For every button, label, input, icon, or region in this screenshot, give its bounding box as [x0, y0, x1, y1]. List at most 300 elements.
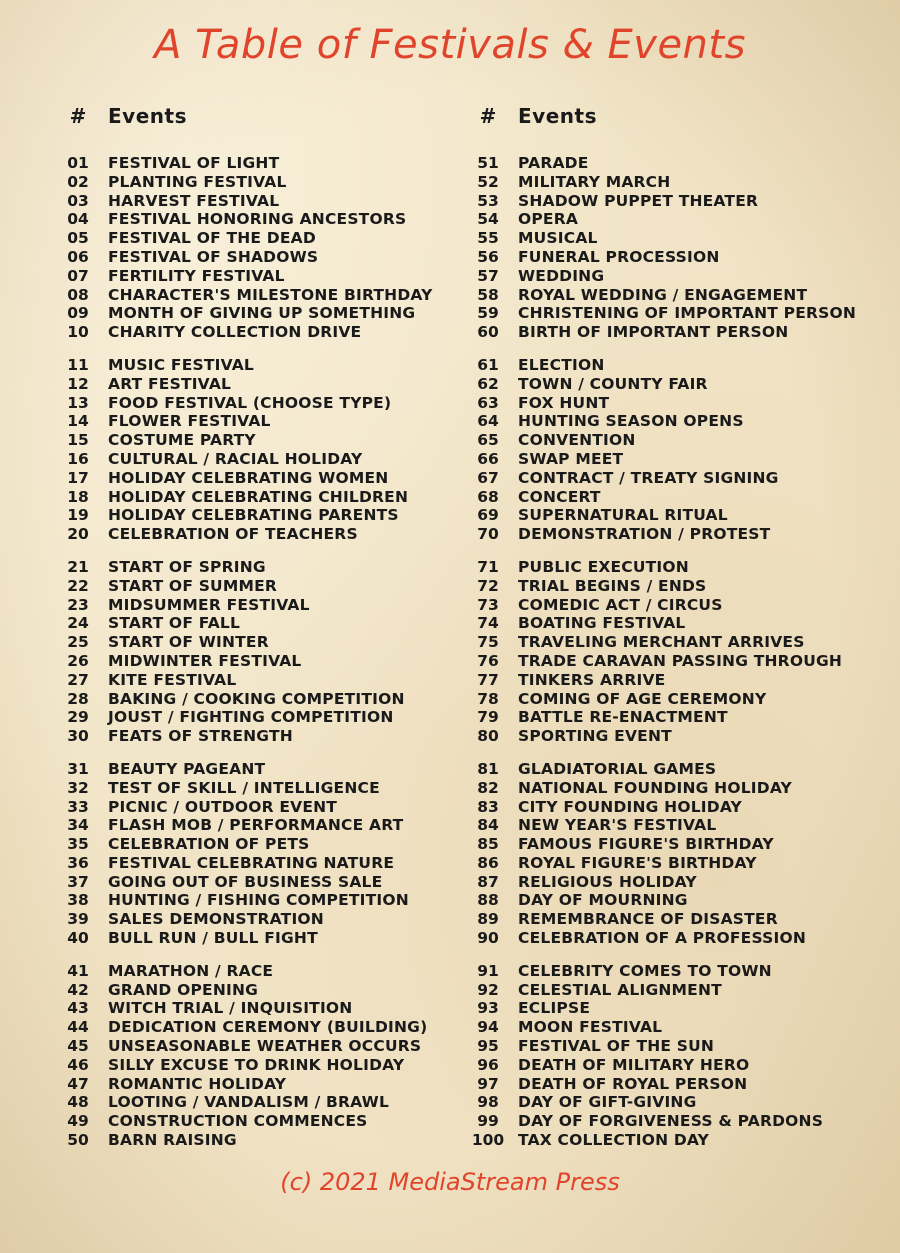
table-row	[48, 690, 448, 709]
table-row	[48, 192, 448, 211]
event-number: 57	[477, 266, 499, 285]
table-row	[458, 798, 898, 817]
event-name: UNSEASONABLE WEATHER OCCURS	[108, 1037, 422, 1056]
event-name: CELESTIAL ALIGNMENT	[518, 980, 722, 999]
event-number: 83	[477, 797, 499, 816]
table-row	[48, 929, 448, 948]
event-name: MOON FESTIVAL	[518, 1018, 663, 1037]
event-name: START OF FALL	[108, 614, 241, 633]
event-name: ART FESTIVAL	[108, 374, 232, 393]
event-number: 73	[477, 595, 499, 614]
event-number: 31	[67, 759, 89, 778]
event-group	[458, 558, 898, 746]
table-row	[458, 267, 898, 286]
event-name: COSTUME PARTY	[108, 431, 256, 450]
event-name: OPERA	[518, 210, 579, 229]
event-name: ROYAL FIGURE'S BIRTHDAY	[518, 853, 757, 872]
event-number: 53	[477, 191, 499, 210]
table-row	[48, 910, 448, 929]
table-row	[458, 394, 898, 413]
event-name: TEST OF SKILL / INTELLIGENCE	[108, 778, 380, 797]
table-row	[48, 873, 448, 892]
table-row	[48, 356, 448, 375]
table-row	[48, 854, 448, 873]
event-name: SHADOW PUPPET THEATER	[518, 191, 759, 210]
table-row	[48, 652, 448, 671]
event-name: MUSIC FESTIVAL	[108, 355, 255, 374]
event-name: CONVENTION	[518, 431, 636, 450]
event-group	[48, 760, 448, 948]
event-number: 11	[67, 355, 89, 374]
event-name: FAMOUS FIGURE'S BIRTHDAY	[518, 835, 774, 854]
event-name: RELIGIOUS HOLIDAY	[518, 872, 697, 891]
column-header	[458, 104, 898, 136]
event-name: FLOWER FESTIVAL	[108, 412, 271, 431]
event-number: 55	[477, 229, 499, 248]
table-row	[458, 192, 898, 211]
copyright-footer: (c) 2021 MediaStream Press	[280, 1168, 620, 1196]
table-row	[48, 816, 448, 835]
event-number: 22	[67, 576, 89, 595]
event-name: HOLIDAY CELEBRATING WOMEN	[108, 468, 389, 487]
event-group	[458, 760, 898, 948]
event-number: 02	[67, 172, 89, 191]
event-groups	[458, 154, 898, 1150]
event-number: 99	[477, 1112, 499, 1131]
event-name: MILITARY MARCH	[518, 172, 671, 191]
event-group	[48, 154, 448, 342]
table-row	[458, 173, 898, 192]
event-name: LOOTING / VANDALISM / BRAWL	[108, 1093, 390, 1112]
event-name: FOX HUNT	[518, 393, 610, 412]
event-name: GLADIATORIAL GAMES	[518, 759, 717, 778]
table-row	[48, 173, 448, 192]
table-row	[458, 854, 898, 873]
event-number: 77	[477, 670, 499, 689]
event-name: SWAP MEET	[518, 449, 624, 468]
table-row	[458, 488, 898, 507]
event-name: MIDWINTER FESTIVAL	[108, 651, 302, 670]
event-name: BEAUTY PAGEANT	[108, 759, 266, 778]
table-row	[48, 558, 448, 577]
table-row	[48, 412, 448, 431]
table-row	[458, 431, 898, 450]
event-name: START OF SUMMER	[108, 576, 278, 595]
table-row	[48, 229, 448, 248]
event-group	[48, 962, 448, 1150]
event-name: TRIAL BEGINS / ENDS	[518, 576, 707, 595]
table-row	[458, 154, 898, 173]
event-number: 78	[477, 689, 499, 708]
event-number: 74	[477, 614, 499, 633]
table-row	[48, 450, 448, 469]
event-name: HARVEST FESTIVAL	[108, 191, 280, 210]
event-name: COMEDIC ACT / CIRCUS	[518, 595, 723, 614]
event-number: 56	[477, 247, 499, 266]
event-name: FLASH MOB / PERFORMANCE ART	[108, 816, 404, 835]
event-name: MARATHON / RACE	[108, 961, 274, 980]
events-header: Events	[518, 104, 597, 128]
event-number: 92	[477, 980, 499, 999]
event-name: COMING OF AGE CEREMONY	[518, 689, 767, 708]
table-row	[458, 614, 898, 633]
event-number: 48	[67, 1093, 89, 1112]
event-number: 80	[477, 727, 499, 746]
event-number: 64	[477, 412, 499, 431]
event-number: 67	[477, 468, 499, 487]
event-number: 62	[477, 374, 499, 393]
event-number: 36	[67, 853, 89, 872]
event-name: WEDDING	[518, 266, 605, 285]
event-name: ROMANTIC HOLIDAY	[108, 1074, 287, 1093]
event-name: FESTIVAL CELEBRATING NATURE	[108, 853, 395, 872]
event-number: 44	[67, 1018, 89, 1037]
event-number: 63	[477, 393, 499, 412]
event-number: 37	[67, 872, 89, 891]
table-row	[458, 929, 898, 948]
event-name: FEATS OF STRENGTH	[108, 727, 293, 746]
table-row	[458, 671, 898, 690]
event-group	[48, 558, 448, 746]
event-name: TINKERS ARRIVE	[518, 670, 666, 689]
event-name: START OF SPRING	[108, 557, 266, 576]
event-number: 46	[67, 1055, 89, 1074]
event-number: 26	[67, 651, 89, 670]
table-row	[458, 1093, 898, 1112]
table-row	[458, 708, 898, 727]
table-row	[48, 267, 448, 286]
event-name: TRAVELING MERCHANT ARRIVES	[518, 633, 805, 652]
events-column-left	[48, 104, 448, 1164]
event-name: ECLIPSE	[518, 999, 591, 1018]
table-row	[48, 727, 448, 746]
table-row	[458, 323, 898, 342]
table-row	[458, 450, 898, 469]
number-header: #	[69, 104, 87, 128]
event-group	[458, 154, 898, 342]
table-row	[458, 210, 898, 229]
event-groups	[48, 154, 448, 1150]
table-row	[48, 1037, 448, 1056]
table-row	[48, 1093, 448, 1112]
event-name: WITCH TRIAL / INQUISITION	[108, 999, 353, 1018]
event-name: CHARITY COLLECTION DRIVE	[108, 323, 362, 342]
event-group	[458, 962, 898, 1150]
event-number: 43	[67, 999, 89, 1018]
number-header: #	[479, 104, 497, 128]
event-number: 14	[67, 412, 89, 431]
table-row	[458, 1056, 898, 1075]
event-name: HUNTING SEASON OPENS	[518, 412, 744, 431]
event-number: 05	[67, 229, 89, 248]
event-name: MIDSUMMER FESTIVAL	[108, 595, 310, 614]
event-name: DEDICATION CEREMONY (BUILDING)	[108, 1018, 428, 1037]
event-number: 86	[477, 853, 499, 872]
table-row	[458, 1018, 898, 1037]
event-number: 19	[67, 506, 89, 525]
table-row	[458, 981, 898, 1000]
event-name: HUNTING / FISHING COMPETITION	[108, 891, 409, 910]
event-name: DEATH OF MILITARY HERO	[518, 1055, 750, 1074]
event-name: SPORTING EVENT	[518, 727, 672, 746]
table-row	[458, 1131, 898, 1150]
table-row	[458, 779, 898, 798]
table-row	[48, 210, 448, 229]
event-number: 58	[477, 285, 499, 304]
event-number: 59	[477, 304, 499, 323]
event-number: 95	[477, 1037, 499, 1056]
event-name: CELEBRITY COMES TO TOWN	[518, 961, 772, 980]
table-row	[458, 760, 898, 779]
event-name: BARN RAISING	[108, 1131, 237, 1150]
event-number: 69	[477, 506, 499, 525]
event-number: 13	[67, 393, 89, 412]
table-row	[48, 394, 448, 413]
event-group	[48, 356, 448, 544]
table-row	[48, 1075, 448, 1094]
event-name: ROYAL WEDDING / ENGAGEMENT	[518, 285, 808, 304]
event-number: 07	[67, 266, 89, 285]
event-number: 89	[477, 910, 499, 929]
event-number: 72	[477, 576, 499, 595]
event-name: BIRTH OF IMPORTANT PERSON	[518, 323, 789, 342]
event-number: 84	[477, 816, 499, 835]
event-number: 16	[67, 449, 89, 468]
event-name: CHARACTER'S MILESTONE BIRTHDAY	[108, 285, 433, 304]
table-row	[48, 506, 448, 525]
event-number: 20	[67, 525, 89, 544]
event-name: GOING OUT OF BUSINESS SALE	[108, 872, 383, 891]
event-name: CONSTRUCTION COMMENCES	[108, 1112, 368, 1131]
table-row	[48, 891, 448, 910]
event-number: 85	[477, 835, 499, 854]
event-number: 10	[67, 323, 89, 342]
page-title: A Table of Festivals & Events	[154, 22, 746, 68]
event-number: 96	[477, 1055, 499, 1074]
table-row	[48, 323, 448, 342]
event-name: NATIONAL FOUNDING HOLIDAY	[518, 778, 792, 797]
event-name: BULL RUN / BULL FIGHT	[108, 929, 318, 948]
table-row	[458, 999, 898, 1018]
table-row	[458, 835, 898, 854]
table-row	[458, 229, 898, 248]
event-name: DEATH OF ROYAL PERSON	[518, 1074, 748, 1093]
event-number: 51	[477, 154, 499, 172]
event-number: 35	[67, 835, 89, 854]
table-row	[48, 1131, 448, 1150]
table-row	[48, 248, 448, 267]
event-number: 03	[67, 191, 89, 210]
event-number: 90	[477, 929, 499, 948]
event-number: 30	[67, 727, 89, 746]
event-name: CHRISTENING OF IMPORTANT PERSON	[518, 304, 857, 323]
table-row	[458, 910, 898, 929]
event-name: CONTRACT / TREATY SIGNING	[518, 468, 779, 487]
table-row	[458, 1112, 898, 1131]
event-name: FUNERAL PROCESSION	[518, 247, 720, 266]
event-name: DAY OF FORGIVENESS & PARDONS	[518, 1112, 824, 1131]
event-number: 25	[67, 633, 89, 652]
event-number: 47	[67, 1074, 89, 1093]
event-number: 38	[67, 891, 89, 910]
event-number: 40	[67, 929, 89, 948]
event-number: 17	[67, 468, 89, 487]
event-name: BAKING / COOKING COMPETITION	[108, 689, 405, 708]
table-row	[458, 690, 898, 709]
table-row	[458, 525, 898, 544]
table-row	[48, 375, 448, 394]
event-name: PICNIC / OUTDOOR EVENT	[108, 797, 338, 816]
event-name: HOLIDAY CELEBRATING PARENTS	[108, 506, 399, 525]
table-row	[48, 488, 448, 507]
table-row	[48, 671, 448, 690]
event-number: 79	[477, 708, 499, 727]
table-row	[458, 962, 898, 981]
event-name: SILLY EXCUSE TO DRINK HOLIDAY	[108, 1055, 405, 1074]
event-number: 01	[67, 154, 89, 172]
event-number: 52	[477, 172, 499, 191]
column-header	[48, 104, 448, 136]
table-row	[458, 469, 898, 488]
event-name: DEMONSTRATION / PROTEST	[518, 525, 771, 544]
event-name: DAY OF MOURNING	[518, 891, 688, 910]
event-number: 98	[477, 1093, 499, 1112]
event-number: 27	[67, 670, 89, 689]
event-name: JOUST / FIGHTING COMPETITION	[108, 708, 394, 727]
event-name: MUSICAL	[518, 229, 598, 248]
event-number: 88	[477, 891, 499, 910]
event-number: 87	[477, 872, 499, 891]
event-number: 15	[67, 431, 89, 450]
table-row	[458, 633, 898, 652]
event-number: 08	[67, 285, 89, 304]
event-number: 68	[477, 487, 499, 506]
events-header: Events	[108, 104, 187, 128]
table-row	[48, 596, 448, 615]
table-row	[458, 304, 898, 323]
event-number: 66	[477, 449, 499, 468]
event-name: BATTLE RE-ENACTMENT	[518, 708, 728, 727]
table-row	[458, 506, 898, 525]
table-row	[48, 708, 448, 727]
event-number: 18	[67, 487, 89, 506]
event-number: 76	[477, 651, 499, 670]
table-row	[458, 375, 898, 394]
event-name: PARADE	[518, 154, 589, 172]
events-column-right	[458, 104, 898, 1164]
table-row	[458, 286, 898, 305]
event-name: FESTIVAL OF THE DEAD	[108, 229, 316, 248]
event-number: 32	[67, 778, 89, 797]
table-row	[48, 1112, 448, 1131]
table-row	[48, 760, 448, 779]
table-row	[48, 1018, 448, 1037]
table-row	[458, 652, 898, 671]
table-row	[458, 1075, 898, 1094]
table-row	[458, 816, 898, 835]
event-name: PLANTING FESTIVAL	[108, 172, 287, 191]
event-number: 28	[67, 689, 89, 708]
event-name: FESTIVAL OF THE SUN	[518, 1037, 715, 1056]
table-row	[458, 596, 898, 615]
table-row	[48, 981, 448, 1000]
event-number: 82	[477, 778, 499, 797]
event-name: REMEMBRANCE OF DISASTER	[518, 910, 778, 929]
table-row	[48, 577, 448, 596]
event-number: 60	[477, 323, 499, 342]
table-row	[48, 614, 448, 633]
event-number: 24	[67, 614, 89, 633]
table-row	[458, 577, 898, 596]
event-name: CONCERT	[518, 487, 601, 506]
event-name: CELEBRATION OF TEACHERS	[108, 525, 358, 544]
table-row	[458, 1037, 898, 1056]
table-row	[48, 469, 448, 488]
table-row	[458, 412, 898, 431]
event-name: PUBLIC EXECUTION	[518, 557, 689, 576]
table-row	[48, 962, 448, 981]
event-number: 100	[471, 1131, 505, 1150]
table-row	[48, 431, 448, 450]
event-name: TRADE CARAVAN PASSING THROUGH	[518, 651, 843, 670]
event-number: 54	[477, 210, 499, 229]
table-row	[48, 286, 448, 305]
event-name: CELEBRATION OF A PROFESSION	[518, 929, 807, 948]
event-name: GRAND OPENING	[108, 980, 259, 999]
event-name: TAX COLLECTION DAY	[518, 1131, 710, 1150]
table-row	[458, 248, 898, 267]
event-number: 97	[477, 1074, 499, 1093]
event-number: 29	[67, 708, 89, 727]
event-name: CITY FOUNDING HOLIDAY	[518, 797, 742, 816]
table-row	[458, 356, 898, 375]
event-name: CELEBRATION OF PETS	[108, 835, 310, 854]
event-name: TOWN / COUNTY FAIR	[518, 374, 708, 393]
event-name: DAY OF GIFT-GIVING	[518, 1093, 697, 1112]
event-number: 41	[67, 961, 89, 980]
event-name: FERTILITY FESTIVAL	[108, 266, 285, 285]
event-number: 49	[67, 1112, 89, 1131]
event-number: 65	[477, 431, 499, 450]
table-row	[458, 873, 898, 892]
event-number: 81	[477, 759, 499, 778]
event-number: 12	[67, 374, 89, 393]
event-number: 06	[67, 247, 89, 266]
event-name: FOOD FESTIVAL (CHOOSE TYPE)	[108, 393, 392, 412]
table-row	[458, 891, 898, 910]
event-number: 33	[67, 797, 89, 816]
event-number: 75	[477, 633, 499, 652]
table-row	[48, 1056, 448, 1075]
event-number: 04	[67, 210, 89, 229]
event-name: FESTIVAL OF LIGHT	[108, 154, 280, 172]
event-number: 21	[67, 557, 89, 576]
event-name: SALES DEMONSTRATION	[108, 910, 324, 929]
event-name: HOLIDAY CELEBRATING CHILDREN	[108, 487, 409, 506]
table-row	[48, 633, 448, 652]
event-number: 23	[67, 595, 89, 614]
table-row	[48, 525, 448, 544]
event-number: 50	[67, 1131, 89, 1150]
event-number: 93	[477, 999, 499, 1018]
event-number: 42	[67, 980, 89, 999]
table-row	[48, 835, 448, 854]
table-row	[48, 154, 448, 173]
table-row	[48, 798, 448, 817]
event-name: FESTIVAL OF SHADOWS	[108, 247, 319, 266]
event-number: 71	[477, 557, 499, 576]
event-number: 09	[67, 304, 89, 323]
